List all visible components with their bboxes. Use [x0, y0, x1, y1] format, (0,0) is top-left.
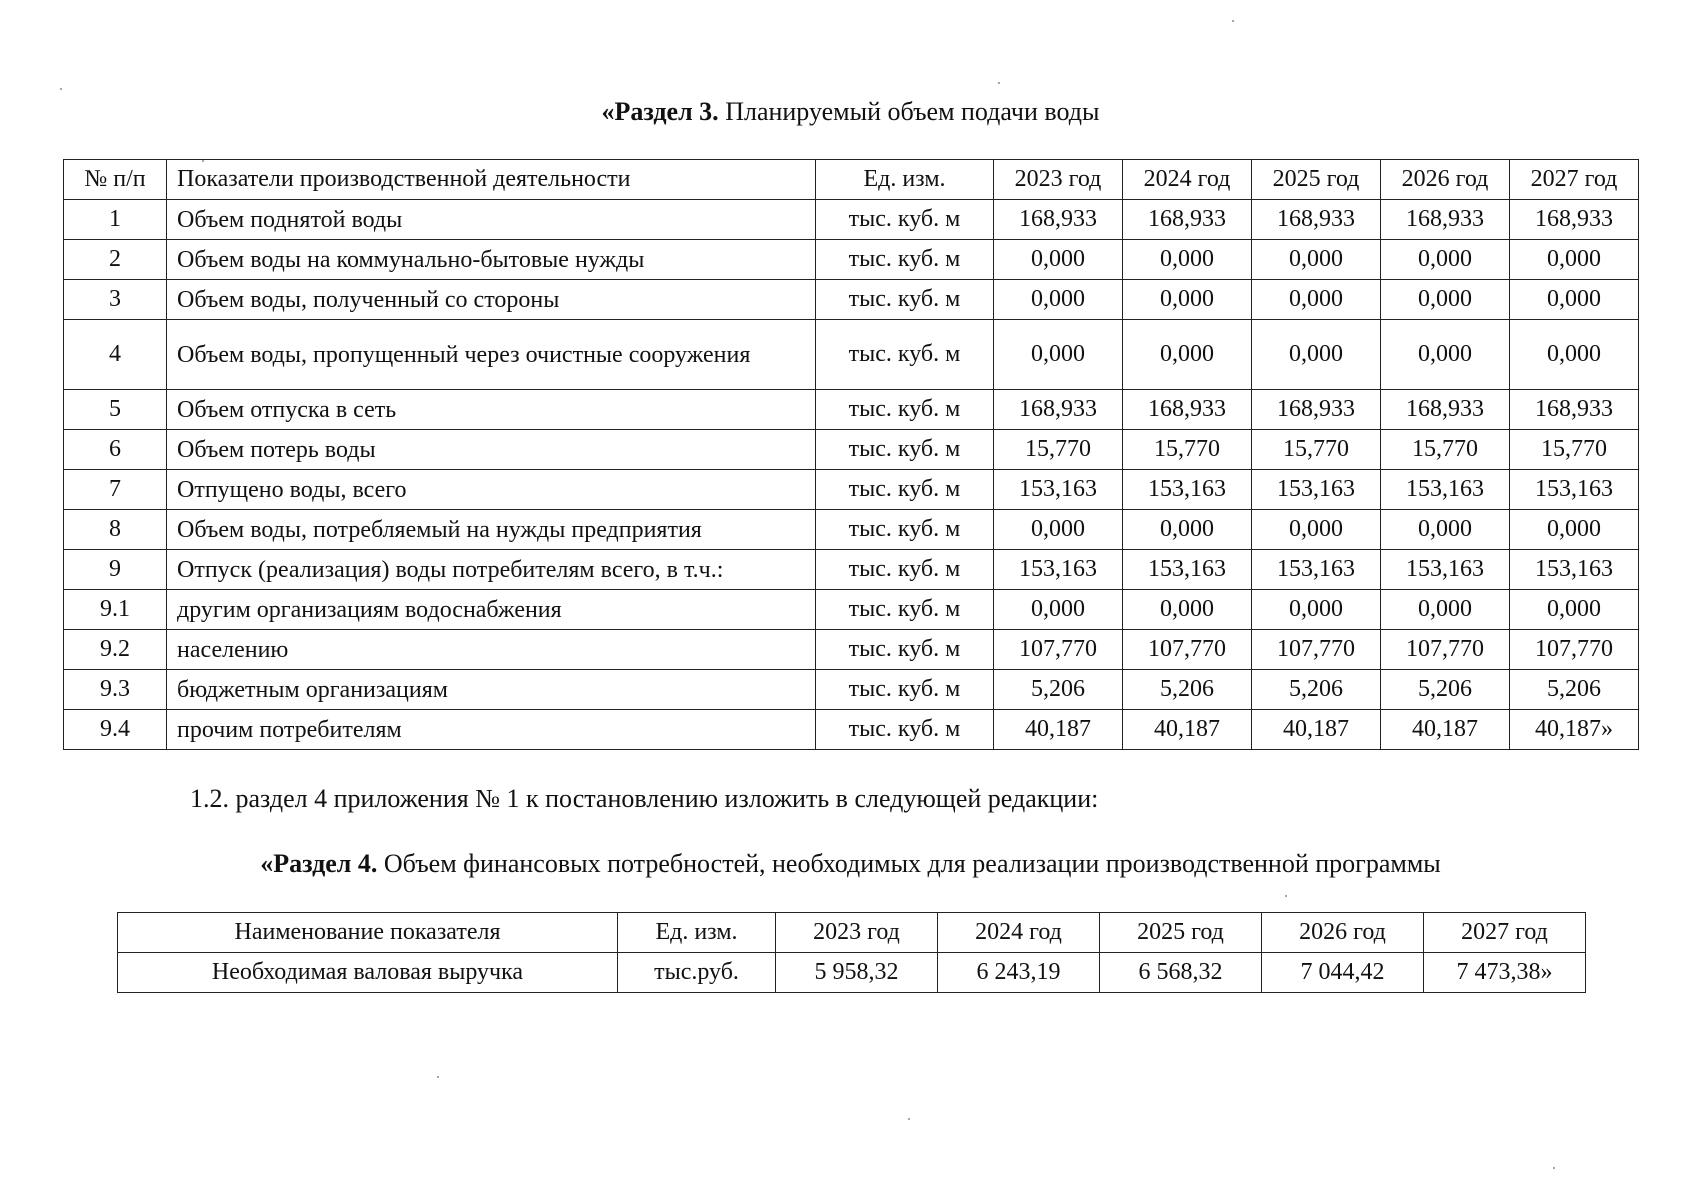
- value-cell-2026: 168,933: [1381, 200, 1510, 240]
- unit-cell: тыс. куб. м: [816, 430, 994, 470]
- row-number: 7: [64, 470, 167, 510]
- column-header-unit: Ед. изм.: [618, 913, 776, 953]
- value-cell-2023: 0,000: [994, 590, 1123, 630]
- value-cell-2027: 15,770: [1510, 430, 1639, 470]
- value-cell-2024: 0,000: [1123, 240, 1252, 280]
- column-header-unit: Ед. изм.: [816, 160, 994, 200]
- financial-needs-table: [117, 912, 1586, 993]
- value-cell-2026: 40,187: [1381, 710, 1510, 750]
- value-cell-2023: 107,770: [994, 630, 1123, 670]
- value-cell-2024: 5,206: [1123, 670, 1252, 710]
- indicator-name: Объем воды на коммунально-бытовые нужды: [167, 240, 816, 280]
- value-cell-2024: 0,000: [1123, 510, 1252, 550]
- table-row: [64, 590, 1639, 630]
- value-cell-2027: 168,933: [1510, 390, 1639, 430]
- table-row: [64, 550, 1639, 590]
- column-header-2027: 2027 год: [1510, 160, 1639, 200]
- value-cell-2027: 0,000: [1510, 280, 1639, 320]
- row-number: 9.1: [64, 590, 167, 630]
- value-cell-2025: 153,163: [1252, 550, 1381, 590]
- value-cell-2025: 0,000: [1252, 590, 1381, 630]
- scan-speck: [1553, 1167, 1555, 1169]
- indicator-name: Объем отпуска в сеть: [167, 390, 816, 430]
- row-number: 8: [64, 510, 167, 550]
- unit-cell: тыс. куб. м: [816, 470, 994, 510]
- value-cell-2027: 168,933: [1510, 200, 1639, 240]
- table-row: [64, 710, 1639, 750]
- section-4-title: [0, 849, 1701, 879]
- value-cell-2023: 40,187: [994, 710, 1123, 750]
- value-cell-2023: 153,163: [994, 550, 1123, 590]
- unit-cell: тыс. куб. м: [816, 590, 994, 630]
- column-header-2023: 2023 год: [994, 160, 1123, 200]
- row-number: 9: [64, 550, 167, 590]
- column-header-2027: 2027 год: [1424, 913, 1586, 953]
- value-cell-2026: 153,163: [1381, 550, 1510, 590]
- value-cell-2027: 0,000: [1510, 240, 1639, 280]
- value-cell-2025: 0,000: [1252, 320, 1381, 390]
- indicator-name: Объем воды, пропущенный через очистные сооружения: [167, 320, 816, 390]
- value-cell-2023: 168,933: [994, 390, 1123, 430]
- value-cell-2026: 0,000: [1381, 510, 1510, 550]
- value-cell-2026: 0,000: [1381, 280, 1510, 320]
- indicator-name: Объем потерь воды: [167, 430, 816, 470]
- scan-speck: [998, 82, 1000, 84]
- scan-speck: [1232, 20, 1234, 22]
- value-cell-2026: 0,000: [1381, 240, 1510, 280]
- unit-cell: тыс. куб. м: [816, 550, 994, 590]
- value-cell-2027: 107,770: [1510, 630, 1639, 670]
- indicator-name: Объем поднятой воды: [167, 200, 816, 240]
- row-number: 2: [64, 240, 167, 280]
- value-cell-2027: 153,163: [1510, 550, 1639, 590]
- value-cell-2026: 0,000: [1381, 590, 1510, 630]
- indicator-name: Объем воды, полученный со стороны: [167, 280, 816, 320]
- table-row: [64, 320, 1639, 390]
- value-cell-2024: 6 243,19: [938, 953, 1100, 993]
- scan-speck: [60, 88, 62, 90]
- table-header-row: [118, 913, 1586, 953]
- value-cell-2026: 153,163: [1381, 470, 1510, 510]
- indicator-name: Отпуск (реализация) воды потребителям всего, в т.ч.:: [167, 550, 816, 590]
- value-cell-2023: 0,000: [994, 320, 1123, 390]
- column-header-2025: 2025 год: [1252, 160, 1381, 200]
- value-cell-2027: 153,163: [1510, 470, 1639, 510]
- value-cell-2025: 0,000: [1252, 240, 1381, 280]
- value-cell-2025: 0,000: [1252, 280, 1381, 320]
- table-row: [64, 390, 1639, 430]
- indicator-name: Отпущено воды, всего: [167, 470, 816, 510]
- value-cell-2027: 5,206: [1510, 670, 1639, 710]
- row-number: 9.3: [64, 670, 167, 710]
- unit-cell: тыс. куб. м: [816, 670, 994, 710]
- row-number: 9.2: [64, 630, 167, 670]
- section-3-title-text: Планируемый объем подачи воды: [718, 97, 1100, 126]
- value-cell-2026: 168,933: [1381, 390, 1510, 430]
- unit-cell: тыс.руб.: [618, 953, 776, 993]
- value-cell-2023: 0,000: [994, 280, 1123, 320]
- scan-speck: [202, 160, 204, 162]
- value-cell-2023: 5,206: [994, 670, 1123, 710]
- table-row: [64, 280, 1639, 320]
- section-4-title-text: Объем финансовых потребностей, необходимых для реализации производственной программы: [377, 849, 1441, 878]
- scan-speck: [908, 1118, 910, 1120]
- indicator-name: другим организациям водоснабжения: [167, 590, 816, 630]
- value-cell-2026: 7 044,42: [1262, 953, 1424, 993]
- value-cell-2025: 6 568,32: [1100, 953, 1262, 993]
- value-cell-2023: 153,163: [994, 470, 1123, 510]
- row-number: 4: [64, 320, 167, 390]
- value-cell-2025: 153,163: [1252, 470, 1381, 510]
- column-header-2023: 2023 год: [776, 913, 938, 953]
- value-cell-2025: 15,770: [1252, 430, 1381, 470]
- value-cell-2024: 168,933: [1123, 200, 1252, 240]
- row-number: 1: [64, 200, 167, 240]
- value-cell-2027: 7 473,38»: [1424, 953, 1586, 993]
- value-cell-2025: 168,933: [1252, 390, 1381, 430]
- value-cell-2023: 0,000: [994, 510, 1123, 550]
- section-4-title-bold: «Раздел 4.: [260, 849, 378, 878]
- section-3-title-bold: «Раздел 3.: [601, 97, 719, 126]
- value-cell-2025: 107,770: [1252, 630, 1381, 670]
- value-cell-2027: 0,000: [1510, 510, 1639, 550]
- unit-cell: тыс. куб. м: [816, 240, 994, 280]
- indicator-name: Объем воды, потребляемый на нужды предприятия: [167, 510, 816, 550]
- indicator-name: бюджетным организациям: [167, 670, 816, 710]
- column-header-2026: 2026 год: [1381, 160, 1510, 200]
- table-row: [64, 430, 1639, 470]
- value-cell-2024: 153,163: [1123, 470, 1252, 510]
- value-cell-2023: 15,770: [994, 430, 1123, 470]
- value-cell-2027: 40,187»: [1510, 710, 1639, 750]
- row-number: 6: [64, 430, 167, 470]
- scan-speck: [1285, 895, 1287, 897]
- unit-cell: тыс. куб. м: [816, 390, 994, 430]
- row-number: 9.4: [64, 710, 167, 750]
- column-header-indicator-name: Наименование показателя: [118, 913, 618, 953]
- value-cell-2024: 0,000: [1123, 590, 1252, 630]
- value-cell-2024: 40,187: [1123, 710, 1252, 750]
- table-row: [64, 510, 1639, 550]
- value-cell-2027: 0,000: [1510, 590, 1639, 630]
- instruction-paragraph: 1.2. раздел 4 приложения № 1 к постановлению изложить в следующей редакции:: [190, 784, 1099, 813]
- table-row: [64, 240, 1639, 280]
- table-row: [64, 670, 1639, 710]
- value-cell-2026: 107,770: [1381, 630, 1510, 670]
- column-header-number: № п/п: [64, 160, 167, 200]
- value-cell-2024: 107,770: [1123, 630, 1252, 670]
- value-cell-2025: 40,187: [1252, 710, 1381, 750]
- value-cell-2025: 0,000: [1252, 510, 1381, 550]
- value-cell-2026: 0,000: [1381, 320, 1510, 390]
- unit-cell: тыс. куб. м: [816, 510, 994, 550]
- indicator-name: населению: [167, 630, 816, 670]
- value-cell-2024: 15,770: [1123, 430, 1252, 470]
- indicator-name: Необходимая валовая выручка: [118, 953, 618, 993]
- unit-cell: тыс. куб. м: [816, 200, 994, 240]
- unit-cell: тыс. куб. м: [816, 710, 994, 750]
- value-cell-2024: 168,933: [1123, 390, 1252, 430]
- row-number: 5: [64, 390, 167, 430]
- value-cell-2023: 0,000: [994, 240, 1123, 280]
- section-3-title: [0, 97, 1701, 127]
- table-row: [64, 470, 1639, 510]
- value-cell-2023: 168,933: [994, 200, 1123, 240]
- value-cell-2026: 15,770: [1381, 430, 1510, 470]
- value-cell-2026: 5,206: [1381, 670, 1510, 710]
- column-header-2024: 2024 год: [1123, 160, 1252, 200]
- column-header-2026: 2026 год: [1262, 913, 1424, 953]
- value-cell-2024: 0,000: [1123, 320, 1252, 390]
- unit-cell: тыс. куб. м: [816, 280, 994, 320]
- value-cell-2025: 5,206: [1252, 670, 1381, 710]
- value-cell-2027: 0,000: [1510, 320, 1639, 390]
- water-supply-table: [63, 159, 1639, 750]
- column-header-2025: 2025 год: [1100, 913, 1262, 953]
- table-header-row: [64, 160, 1639, 200]
- table-row: [64, 200, 1639, 240]
- table-row: [64, 630, 1639, 670]
- value-cell-2023: 5 958,32: [776, 953, 938, 993]
- value-cell-2024: 153,163: [1123, 550, 1252, 590]
- indicator-name: прочим потребителям: [167, 710, 816, 750]
- unit-cell: тыс. куб. м: [816, 630, 994, 670]
- value-cell-2025: 168,933: [1252, 200, 1381, 240]
- value-cell-2024: 0,000: [1123, 280, 1252, 320]
- column-header-2024: 2024 год: [938, 913, 1100, 953]
- row-number: 3: [64, 280, 167, 320]
- unit-cell: тыс. куб. м: [816, 320, 994, 390]
- scan-speck: [437, 1076, 439, 1078]
- table-row: [118, 953, 1586, 993]
- column-header-indicator: Показатели производственной деятельности: [167, 160, 816, 200]
